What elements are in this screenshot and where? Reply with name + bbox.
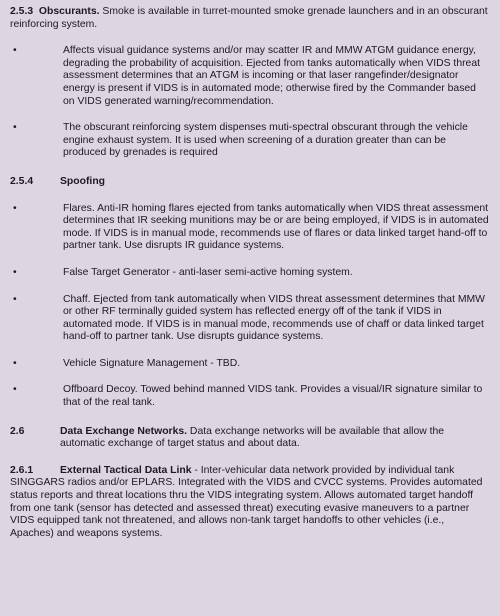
section-2-6-1-number: 2.6.1 [10,464,34,476]
list-item [10,294,490,344]
list-item [10,384,490,409]
section-2-5-3-number: 2.5.3 [10,6,34,17]
list-item-text: Vehicle Signature Management - TBD. [63,357,241,369]
bullet-glyph: • [13,266,17,278]
list-item [10,267,490,280]
section-2-6-1 [10,465,490,541]
list-item-text: Affects visual guidance systems and/or may scatter IR and MMW ATGM guidance energy, degrading the probability of acquisition. Ejected from tanks automatically when VIDS threat assessment determines that an ATGM is incoming or that laser rangefinder/designator energy is present if VIDS is in automated mode; otherwise fired by the Commander based on VIDS generated warning/recommendation. [63,45,481,107]
section-2-6-1-text: - Inter-vehicular data network provided by individual tank SINGGARS radios and/or EPLARS. Integrated with the VIDS and CVCC systems. Provides automated status reports and threat locations thru the VIDS integrating system. Allows automated target handoff from one tank (sensor has detected and assessed threat) executing evasive maneuvers to a partner VIDS equipped tank not threatened, and allows non-tank target handoffs to other vehicles (i.e., Apaches) and weapons systems. [10,464,483,539]
section-2-5-4-heading [10,176,490,189]
list-item [10,358,490,371]
section-2-5-4-number: 2.5.4 [10,175,34,187]
section-2-6 [10,426,490,451]
bullet-glyph: • [13,45,17,57]
section-2-5-3-intro [10,6,490,31]
section-2-5-4-title: Spoofing [60,175,106,187]
list-item-text: Chaff. Ejected from tank automatically when VIDS threat assessment determines that MMW or other RF terminally guided system has reflected energy off of the tank if VIDS in automated mode. If VIDS is in manual mode, recommends use of chaff or data linked target hand-off to partner tank. Use disrupts guidance systems. [63,293,485,343]
bullet-glyph: • [13,122,17,134]
section-2-6-text: Data exchange networks will be available that allow the automatic exchange of target status and about data. [60,425,445,450]
section-2-6-title: Data Exchange Networks. [60,425,188,437]
list-item-text: Flares. Anti-IR homing flares ejected from tanks automatically when VIDS threat assessment determines that IR seeking munitions may be or are being employed, if VIDS is in automated mode. If VIDS is in manual mode, recommends use of flares or data linked target hand-off to partner tank. Use disrupts IR guidance systems. [63,202,489,252]
bullet-glyph: • [13,202,17,214]
list-item-text: The obscurant reinforcing system dispenses muti-spectral obscurant through the vehicle engine exhaust system. It is used when screening of a duration greater than can be produced by grenades is required [63,122,468,159]
section-2-5-3-title: Obscurants. [38,6,100,17]
bullet-glyph: • [13,293,17,305]
bullet-glyph: • [13,357,17,369]
list-item-text: False Target Generator - anti-laser semi-active homing system. [63,266,353,278]
bullet-glyph: • [13,384,17,396]
list-item [10,45,490,108]
section-2-6-number: 2.6 [10,425,25,437]
section-2-6-1-title: External Tactical Data Link [60,464,192,476]
section-2-5-3-text: Smoke is available in turret-mounted smoke grenade launchers and in an obscurant reinforcing system. [10,6,488,30]
list-item [10,122,490,160]
list-item-text: Offboard Decoy. Towed behind manned VIDS tank. Provides a visual/IR signature similar to that of the real tank. [63,384,483,409]
list-item [10,203,490,253]
